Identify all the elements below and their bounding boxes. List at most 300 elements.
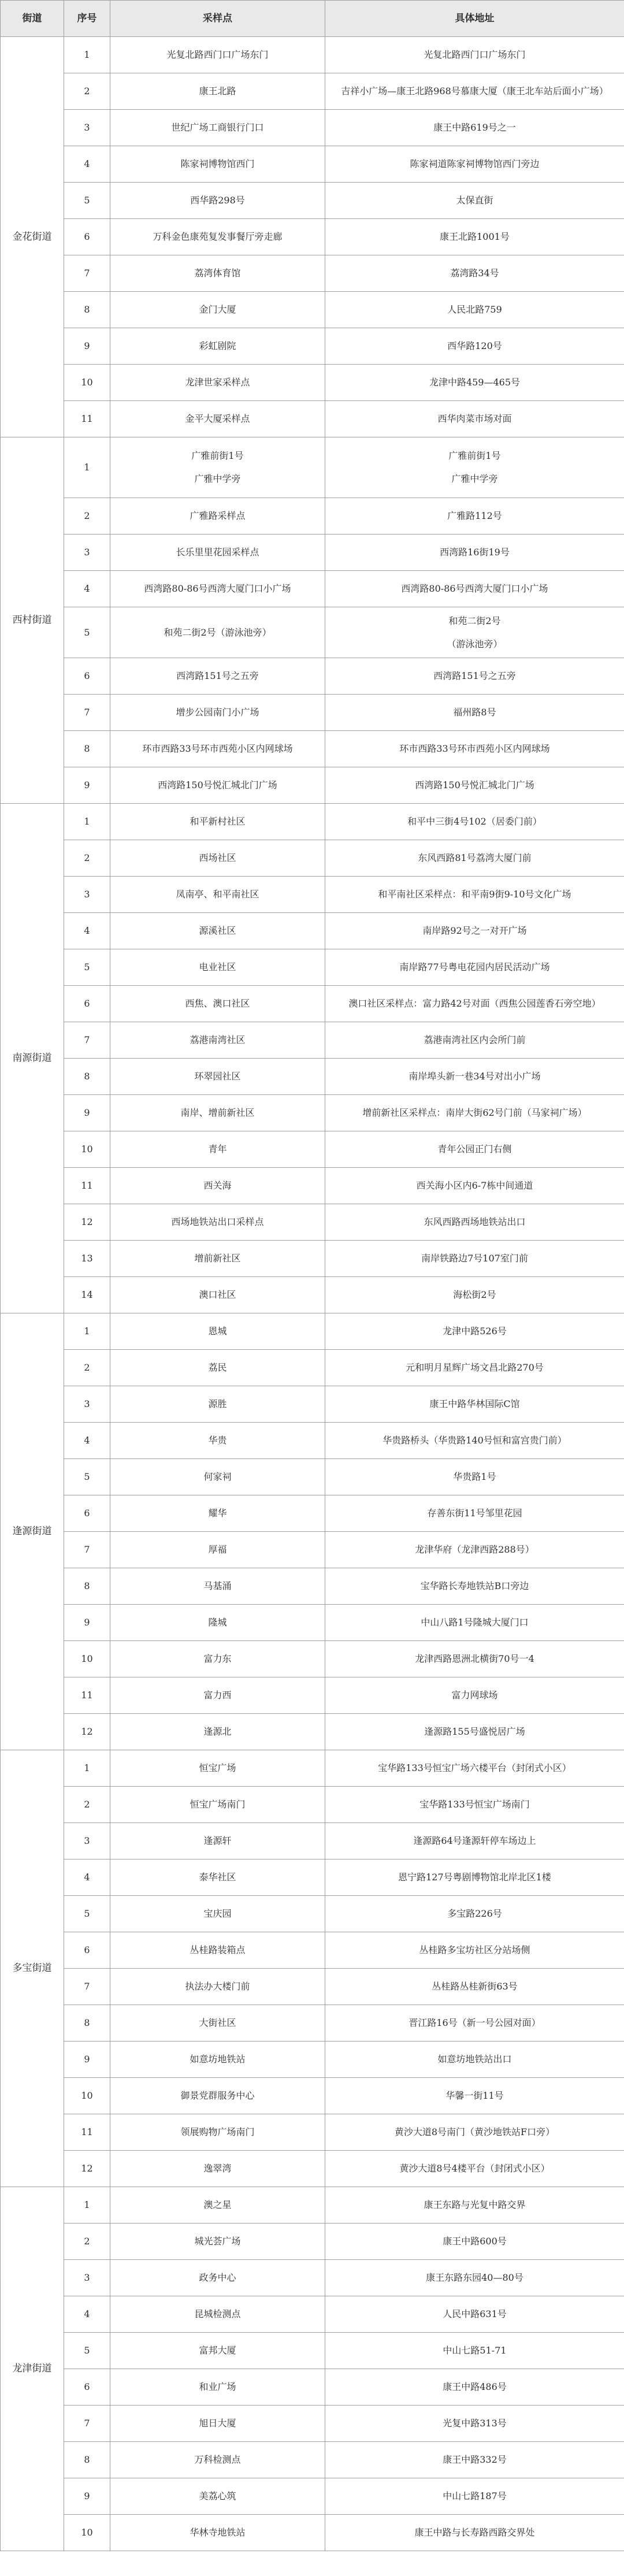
table-row xyxy=(1,913,624,949)
address-text: 和平南社区采样点：和平南9街9-10号文化广场 xyxy=(378,889,571,900)
sampling-point-cell xyxy=(110,437,325,498)
row-number-cell: 12 xyxy=(64,1204,110,1241)
row-number-cell: 3 xyxy=(64,2260,110,2296)
table-row xyxy=(1,1750,624,1787)
address-text: 广雅路112号 xyxy=(447,510,502,522)
row-number-cell: 3 xyxy=(64,110,110,146)
address-text: 增前新社区采样点：南岸大街62号门前（马家祠广场） xyxy=(362,1107,587,1119)
address-text: 东风西路81号荔湾大厦门前 xyxy=(418,852,532,864)
sampling-point-text: 富力东 xyxy=(203,1653,232,1665)
row-number-cell: 6 xyxy=(64,1932,110,1969)
row-number-cell: 1 xyxy=(64,437,110,498)
address-text: 康王中路619号之一 xyxy=(433,122,516,133)
row-number-cell: 2 xyxy=(64,1350,110,1386)
address-cell xyxy=(325,401,624,437)
address-cell xyxy=(325,1095,624,1131)
address-text: 南岸路92号之一对开广场 xyxy=(422,925,527,937)
row-number-cell: 8 xyxy=(64,731,110,767)
address-cell xyxy=(325,2151,624,2187)
row-number-cell: 3 xyxy=(64,1386,110,1423)
sampling-point-text: 宝庆园 xyxy=(203,1908,232,1920)
sampling-point-cell xyxy=(110,607,325,658)
sampling-point-text: 源溪社区 xyxy=(199,925,236,937)
row-number-cell: 1 xyxy=(64,37,110,73)
row-number-cell: 1 xyxy=(64,2187,110,2224)
address-cell xyxy=(325,1495,624,1532)
address-text: 康王东路与光复中路交界 xyxy=(424,2199,526,2211)
address-cell xyxy=(325,498,624,534)
address-text: 康王中路486号 xyxy=(443,2381,507,2393)
row-number-cell: 5 xyxy=(64,949,110,986)
sampling-point-cell xyxy=(110,1859,325,1896)
address-text: 人民中路631号 xyxy=(443,2308,507,2320)
sampling-point-cell xyxy=(110,1277,325,1313)
address-text: 逢源路64号逢源轩停车场边上 xyxy=(413,1835,536,1847)
sampling-point-cell xyxy=(110,183,325,219)
sampling-point-cell xyxy=(110,2369,325,2406)
street-name-cell: 西村街道 xyxy=(1,437,64,804)
sampling-point-cell xyxy=(110,571,325,607)
row-number-cell: 2 xyxy=(64,73,110,110)
sampling-point-text: 荔湾体育馆 xyxy=(194,268,241,279)
sampling-point-text: 康王北路 xyxy=(199,86,236,97)
table-row xyxy=(1,986,624,1022)
sampling-point-text: 西湾路150号悦汇城北门广场 xyxy=(158,780,277,791)
address-text: 西湾路150号悦汇城北门广场 xyxy=(415,780,534,791)
sampling-point-cell xyxy=(110,2005,325,2042)
address-cell xyxy=(325,877,624,913)
table-row xyxy=(1,1241,624,1277)
address-cell xyxy=(325,1823,624,1859)
sampling-point-cell xyxy=(110,2296,325,2333)
row-number-cell: 12 xyxy=(64,2151,110,2187)
table-row xyxy=(1,328,624,365)
address-text: 光复北路西门口广场东门 xyxy=(424,49,526,61)
address-cell xyxy=(325,2042,624,2078)
sampling-point-cell xyxy=(110,1641,325,1677)
sampling-point-cell xyxy=(110,913,325,949)
sampling-point-text: 丛桂路装箱点 xyxy=(190,1944,246,1956)
address-text: 晋江路16号（新一号公园对面） xyxy=(408,2017,541,2029)
table-row xyxy=(1,110,624,146)
address-text: 华馨一街11号 xyxy=(445,2090,504,2102)
row-number-cell: 3 xyxy=(64,534,110,571)
sampling-point-text: 电业社区 xyxy=(199,962,236,973)
sampling-point-cell xyxy=(110,37,325,73)
address-text: 黄沙大道8号南门（黄沙地铁站F口旁） xyxy=(394,2126,555,2138)
table-row xyxy=(1,2260,624,2296)
address-text: 西湾路16街19号 xyxy=(440,547,510,558)
address-text: 吉祥小广场—康王北路968号慕康大厦（康王北车站后面小广场） xyxy=(341,86,608,97)
table-header-row xyxy=(1,1,624,37)
table-row xyxy=(1,1714,624,1750)
sampling-point-text: 恒宝广场南门 xyxy=(190,1799,246,1810)
sampling-point-cell xyxy=(110,219,325,255)
sampling-point-text: 政务中心 xyxy=(199,2272,236,2284)
address-text: 和苑二街2号 xyxy=(448,615,501,626)
sampling-point-text: 澳之星 xyxy=(203,2199,232,2211)
row-number-cell: 6 xyxy=(64,2369,110,2406)
row-number-cell: 4 xyxy=(64,1423,110,1459)
table-row xyxy=(1,401,624,437)
address-cell xyxy=(325,1969,624,2005)
address-text: 福州路8号 xyxy=(453,707,496,718)
address-cell xyxy=(325,1350,624,1386)
table-row xyxy=(1,571,624,607)
address-cell xyxy=(325,2442,624,2478)
address-cell xyxy=(325,767,624,804)
table-row xyxy=(1,2042,624,2078)
sampling-point-text: 城光荟广场 xyxy=(194,2236,241,2247)
address-cell xyxy=(325,1277,624,1313)
sampling-point-text: 西华路298号 xyxy=(190,195,245,206)
row-number-cell: 11 xyxy=(64,2114,110,2151)
address-text: 西关海小区内6-7栋中间通道 xyxy=(416,1180,533,1192)
row-number-cell: 8 xyxy=(64,2005,110,2042)
address-text: 西湾路151号之五旁 xyxy=(433,670,516,682)
sampling-point-cell xyxy=(110,2478,325,2515)
table-row xyxy=(1,1605,624,1641)
sampling-point-text: 和业广场 xyxy=(199,2381,236,2393)
address-text: 西华路120号 xyxy=(447,340,502,352)
address-cell xyxy=(325,292,624,328)
address-cell xyxy=(325,1568,624,1605)
table-row xyxy=(1,2114,624,2151)
table-row xyxy=(1,2005,624,2042)
address-text: 荔湾路34号 xyxy=(450,268,499,279)
row-number-cell: 12 xyxy=(64,1714,110,1750)
sampling-point-cell xyxy=(110,877,325,913)
table-row xyxy=(1,1313,624,1350)
sampling-point-text: 美荔心筑 xyxy=(199,2490,236,2502)
sampling-point-text: 隆城 xyxy=(208,1617,227,1628)
address-text: 龙津中路526号 xyxy=(443,1326,507,1337)
sampling-point-text: 马基涌 xyxy=(203,1580,232,1592)
row-number-cell: 11 xyxy=(64,1168,110,1204)
sampling-point-cell xyxy=(110,1241,325,1277)
sampling-point-cell xyxy=(110,401,325,437)
address-cell xyxy=(325,2005,624,2042)
row-number-cell: 2 xyxy=(64,2224,110,2260)
address-text: 龙津中路459—465号 xyxy=(429,377,521,388)
sampling-point-text: 如意坊地铁站 xyxy=(190,2054,246,2065)
row-number-cell: 9 xyxy=(64,2478,110,2515)
sampling-point-cell xyxy=(110,2260,325,2296)
row-number-cell: 3 xyxy=(64,877,110,913)
row-number-cell: 5 xyxy=(64,2333,110,2369)
sampling-point-cell xyxy=(110,695,325,731)
sampling-point-cell xyxy=(110,2406,325,2442)
address-cell xyxy=(325,1859,624,1896)
header-address: 具体地址 xyxy=(325,1,624,37)
sampling-point-text: 环翠园社区 xyxy=(194,1071,241,1082)
table-row xyxy=(1,2224,624,2260)
row-number-cell: 14 xyxy=(64,1277,110,1313)
address-text: 陈家祠道陈家祠博物馆西门旁边 xyxy=(410,158,540,170)
row-number-cell: 7 xyxy=(64,1969,110,2005)
row-number-cell: 7 xyxy=(64,1022,110,1059)
sampling-point-text: 逢源轩 xyxy=(203,1835,232,1847)
sampling-point-text: 广雅路采样点 xyxy=(190,510,246,522)
row-number-cell: 6 xyxy=(64,986,110,1022)
address-text: 康王中路华林国际C馆 xyxy=(429,1398,520,1410)
table-row xyxy=(1,1495,624,1532)
sampling-point-text: 青年 xyxy=(208,1144,227,1155)
sampling-point-text: 逢源北 xyxy=(203,1726,232,1738)
address-cell xyxy=(325,1059,624,1095)
address-cell xyxy=(325,2114,624,2151)
sampling-point-text: 恒宝广场 xyxy=(199,1762,236,1774)
sampling-point-cell xyxy=(110,1022,325,1059)
sampling-point-cell xyxy=(110,731,325,767)
table-row xyxy=(1,1386,624,1423)
sampling-point-text: 彩虹剧院 xyxy=(199,340,236,352)
address-text: 南岸埠头新一巷34号对出小广场 xyxy=(408,1071,541,1082)
sampling-point-text: 源胜 xyxy=(208,1398,227,1410)
sampling-point-text: 世纪广场工商银行门口 xyxy=(171,122,264,133)
table-row xyxy=(1,658,624,695)
address-text-line2: （游泳池旁） xyxy=(447,638,503,649)
address-text: 黄沙大道8号4楼平台（封闭式小区） xyxy=(399,2163,550,2174)
sampling-point-cell xyxy=(110,1932,325,1969)
header-number: 序号 xyxy=(64,1,110,37)
sampling-point-text: 西关海 xyxy=(203,1180,232,1192)
table-row xyxy=(1,1932,624,1969)
address-cell xyxy=(325,437,624,498)
address-cell xyxy=(325,1750,624,1787)
sampling-point-cell xyxy=(110,1495,325,1532)
sampling-point-cell xyxy=(110,658,325,695)
sampling-point-cell xyxy=(110,1350,325,1386)
sampling-point-text: 富邦大厦 xyxy=(199,2345,236,2356)
sampling-point-text: 执法办大楼门前 xyxy=(185,1981,250,1992)
table-body xyxy=(1,37,624,2551)
table-row xyxy=(1,1423,624,1459)
address-text: 环市西路33号环市西苑小区内网球场 xyxy=(399,743,550,755)
address-text: 中山七路187号 xyxy=(443,2490,507,2502)
sampling-point-text-line2: 广雅中学旁 xyxy=(194,473,241,484)
table-row xyxy=(1,1641,624,1677)
address-cell xyxy=(325,146,624,183)
sampling-point-cell xyxy=(110,2442,325,2478)
address-text: 华贵路桥头（华贵路140号恒和富宫贵门前） xyxy=(382,1435,567,1446)
address-cell xyxy=(325,2187,624,2224)
sampling-point-text: 耀华 xyxy=(208,1508,227,1519)
sampling-point-text: 逸翠湾 xyxy=(203,2163,232,2174)
sampling-point-cell xyxy=(110,2042,325,2078)
address-cell xyxy=(325,1932,624,1969)
sampling-point-text: 西场社区 xyxy=(199,852,236,864)
table-row xyxy=(1,2369,624,2406)
table-row xyxy=(1,2478,624,2515)
row-number-cell: 11 xyxy=(64,1677,110,1714)
sampling-point-cell xyxy=(110,498,325,534)
table-row xyxy=(1,1459,624,1495)
row-number-cell: 9 xyxy=(64,1095,110,1131)
sampling-point-text: 荔民 xyxy=(208,1362,227,1374)
address-text: 康王中路与长寿路西路交界处 xyxy=(414,2527,535,2538)
address-text-line2: 广雅中学旁 xyxy=(451,473,498,484)
address-text: 龙津西路恩洲北横街70号一4 xyxy=(415,1653,534,1665)
sampling-point-text: 昆城检测点 xyxy=(194,2308,241,2320)
sampling-point-cell xyxy=(110,110,325,146)
sampling-point-cell xyxy=(110,2187,325,2224)
header-sampling-point: 采样点 xyxy=(110,1,325,37)
sampling-point-text: 西湾路151号之五旁 xyxy=(176,670,259,682)
table-row xyxy=(1,37,624,73)
row-number-cell: 7 xyxy=(64,1532,110,1568)
address-cell xyxy=(325,1714,624,1750)
sampling-point-text: 金门大厦 xyxy=(199,304,236,315)
row-number-cell: 9 xyxy=(64,328,110,365)
sampling-point-text: 光复北路西门口广场东门 xyxy=(166,49,269,61)
sampling-point-cell xyxy=(110,1059,325,1095)
address-text: 丛桂路丛桂新街63号 xyxy=(432,1981,518,1992)
table-row xyxy=(1,695,624,731)
table-row xyxy=(1,2151,624,2187)
address-cell xyxy=(325,2078,624,2114)
table-row xyxy=(1,949,624,986)
address-cell xyxy=(325,840,624,877)
sampling-point-cell xyxy=(110,534,325,571)
row-number-cell: 9 xyxy=(64,2042,110,2078)
table-row xyxy=(1,437,624,498)
address-text: 青年公园正门右侧 xyxy=(437,1144,512,1155)
table-row xyxy=(1,731,624,767)
sampling-point-text: 环市西路33号环市西苑小区内网球场 xyxy=(142,743,293,755)
address-text: 元和明月星辉广场文昌北路270号 xyxy=(406,1362,544,1374)
table-row xyxy=(1,767,624,804)
address-text: 如意坊地铁站出口 xyxy=(437,2054,512,2065)
address-cell xyxy=(325,1386,624,1423)
address-text: 荔港南湾社区内会所门前 xyxy=(424,1034,526,1046)
address-cell xyxy=(325,913,624,949)
sampling-point-text: 增前新社区 xyxy=(194,1253,241,1264)
sampling-point-text: 西场地铁站出口采样点 xyxy=(171,1216,264,1228)
row-number-cell: 11 xyxy=(64,401,110,437)
row-number-cell: 6 xyxy=(64,1495,110,1532)
sampling-point-text: 御景党群服务中心 xyxy=(180,2090,255,2102)
row-number-cell: 8 xyxy=(64,1568,110,1605)
table-row xyxy=(1,2406,624,2442)
table-row xyxy=(1,1277,624,1313)
sampling-point-cell xyxy=(110,365,325,401)
table-row xyxy=(1,183,624,219)
address-text: 澳口社区采样点：富力路42号对面（西焦公园莲香石旁空地） xyxy=(348,998,601,1009)
address-text: 南岸铁路边7号107室门前 xyxy=(421,1253,528,1264)
address-text: 海松街2号 xyxy=(453,1289,496,1301)
table-row xyxy=(1,1059,624,1095)
street-name-cell: 龙津街道 xyxy=(1,2187,64,2551)
sampling-point-text: 泰华社区 xyxy=(199,1872,236,1883)
row-number-cell: 4 xyxy=(64,913,110,949)
table-row xyxy=(1,1969,624,2005)
table-row xyxy=(1,2515,624,2551)
address-cell xyxy=(325,1168,624,1204)
address-cell xyxy=(325,1787,624,1823)
sampling-point-cell xyxy=(110,1532,325,1568)
address-text: 恩宁路127号粤剧博物馆北岸北区1楼 xyxy=(398,1872,551,1883)
sampling-point-cell xyxy=(110,1386,325,1423)
table-row xyxy=(1,1568,624,1605)
sampling-point-cell xyxy=(110,1714,325,1750)
sampling-point-cell xyxy=(110,1131,325,1168)
table-row xyxy=(1,498,624,534)
sampling-point-text: 增步公园南门小广场 xyxy=(176,707,259,718)
address-cell xyxy=(325,110,624,146)
row-number-cell: 10 xyxy=(64,2515,110,2551)
sampling-point-cell xyxy=(110,2151,325,2187)
row-number-cell: 5 xyxy=(64,1896,110,1932)
sampling-point-text: 陈家祠博物馆西门 xyxy=(180,158,255,170)
table-row xyxy=(1,1859,624,1896)
sampling-point-cell xyxy=(110,1095,325,1131)
header-street: 街道 xyxy=(1,1,64,37)
sampling-point-cell xyxy=(110,1459,325,1495)
row-number-cell: 2 xyxy=(64,840,110,877)
address-cell xyxy=(325,183,624,219)
sampling-point-cell xyxy=(110,1677,325,1714)
table-row xyxy=(1,607,624,658)
address-cell xyxy=(325,1532,624,1568)
table-row xyxy=(1,2333,624,2369)
table-row xyxy=(1,1823,624,1859)
sampling-point-cell xyxy=(110,1896,325,1932)
row-number-cell: 2 xyxy=(64,498,110,534)
address-text: 宝华路长寿地铁站B口旁边 xyxy=(420,1580,529,1592)
address-cell xyxy=(325,1459,624,1495)
table-row xyxy=(1,1131,624,1168)
sampling-point-text: 华贵 xyxy=(208,1435,227,1446)
sampling-point-text: 西焦、澳口社区 xyxy=(185,998,250,1009)
table-row xyxy=(1,219,624,255)
address-text: 康王东路东园40—80号 xyxy=(426,2272,523,2284)
row-number-cell: 4 xyxy=(64,146,110,183)
table-row xyxy=(1,2442,624,2478)
row-number-cell: 4 xyxy=(64,1859,110,1896)
row-number-cell: 1 xyxy=(64,1313,110,1350)
sampling-point-cell xyxy=(110,1423,325,1459)
row-number-cell: 1 xyxy=(64,804,110,840)
address-cell xyxy=(325,2515,624,2551)
sampling-point-text: 南岸、增前新社区 xyxy=(180,1107,255,1119)
table-row xyxy=(1,2078,624,2114)
sampling-point-cell xyxy=(110,1969,325,2005)
row-number-cell: 7 xyxy=(64,255,110,292)
sampling-point-text: 和苑二街2号（游泳池旁） xyxy=(164,626,272,638)
address-text: 康王中路332号 xyxy=(443,2454,507,2466)
table-row xyxy=(1,804,624,840)
address-text: 太保直街 xyxy=(456,195,493,206)
address-cell xyxy=(325,2406,624,2442)
sampling-point-text: 荔港南湾社区 xyxy=(190,1034,246,1046)
row-number-cell: 4 xyxy=(64,571,110,607)
address-text: 光复中路313号 xyxy=(443,2418,507,2429)
table-row xyxy=(1,2187,624,2224)
address-cell xyxy=(325,219,624,255)
address-cell xyxy=(325,804,624,840)
address-cell xyxy=(325,1313,624,1350)
row-number-cell: 1 xyxy=(64,1750,110,1787)
table-row xyxy=(1,1204,624,1241)
table-row xyxy=(1,73,624,110)
address-cell xyxy=(325,37,624,73)
row-number-cell: 10 xyxy=(64,1641,110,1677)
sampling-point-text: 长乐里里花园采样点 xyxy=(176,547,259,558)
address-text: 康王北路1001号 xyxy=(440,231,510,243)
address-text: 中山七路51-71 xyxy=(443,2345,507,2356)
table-row xyxy=(1,1896,624,1932)
